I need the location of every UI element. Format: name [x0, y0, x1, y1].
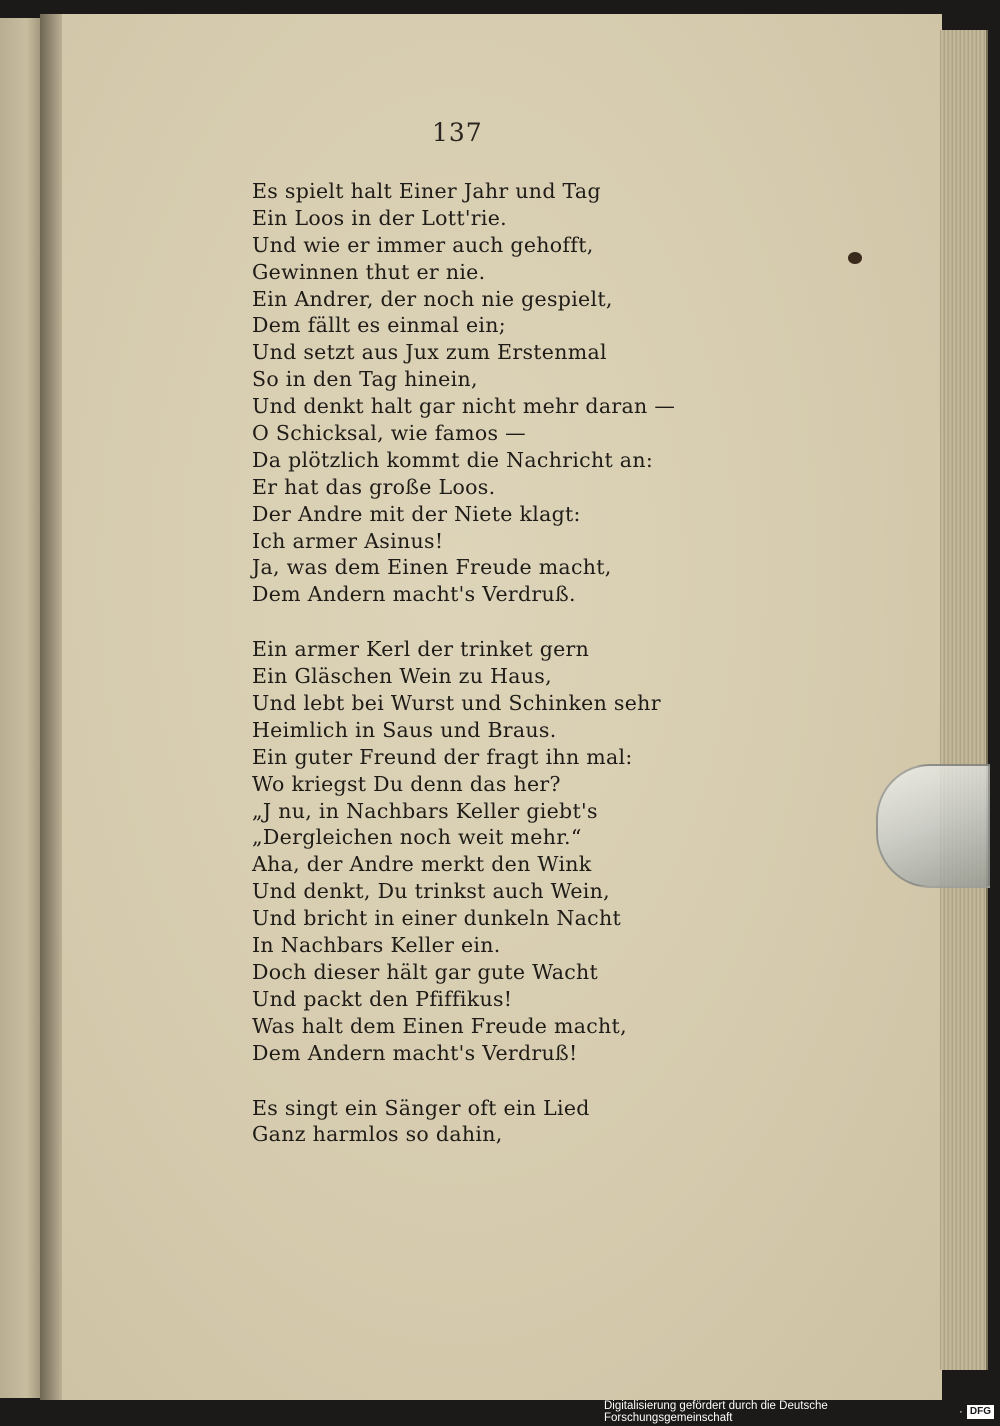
digitization-credit	[604, 1400, 994, 1424]
poem-line: Und denkt halt gar nicht mehr daran —	[252, 394, 676, 419]
poem-line: Wo kriegst Du denn das her?	[252, 771, 561, 796]
stanza-1	[252, 178, 722, 608]
poem-line: Ein armer Kerl der trinket gern	[252, 637, 590, 662]
poem-line: „J nu, in Nachbars Keller giebt's	[252, 798, 598, 823]
poem-line: In Nachbars Keller ein.	[252, 933, 501, 958]
poem-line: Gewinnen thut er nie.	[252, 259, 486, 284]
poem-line: Aha, der Andre merkt den Wink	[252, 852, 592, 877]
poem-line: Und lebt bei Wurst und Schinken sehr	[252, 691, 661, 716]
poem-line: Es singt ein Sänger oft ein Lied	[252, 1095, 590, 1120]
page-holder-clip	[876, 764, 990, 888]
dfg-logo-icon: DFG	[967, 1405, 994, 1419]
poem-line: Er hat das große Loos.	[252, 474, 496, 499]
poem-line: Und bricht in einer dunkeln Nacht	[252, 906, 621, 931]
poem-text	[252, 178, 722, 1148]
poem-line: Was halt dem Einen Freude macht,	[252, 1013, 627, 1038]
poem-line: Ganz harmlos so dahin,	[252, 1122, 503, 1147]
poem-line: Ich armer Asinus!	[252, 528, 444, 553]
poem-line: Es spielt halt Einer Jahr und Tag	[252, 179, 601, 203]
poem-line: Und packt den Pfiffikus!	[252, 986, 513, 1011]
poem-line: „Dergleichen noch weit mehr.“	[252, 825, 582, 850]
stanza-gap	[252, 608, 722, 636]
stanza-3	[252, 1095, 722, 1149]
ink-blot	[848, 252, 862, 264]
left-page-edge	[0, 18, 44, 1398]
credit-text: Digitalisierung gefördert durch die Deutsche Forschungsgemeinschaft	[604, 1400, 828, 1424]
stanza-gap	[252, 1067, 722, 1095]
poem-line: So in den Tag hinein,	[252, 367, 478, 392]
poem-line: Da plötzlich kommt die Nachricht an:	[252, 447, 654, 472]
page-block-edge	[940, 30, 988, 1370]
poem-line: Der Andre mit der Niete klagt:	[252, 501, 581, 526]
poem-line: Ein Gläschen Wein zu Haus,	[252, 664, 552, 689]
poem-line: Dem Andern macht's Verdruß!	[252, 1040, 578, 1065]
poem-line: Ein Andrer, der noch nie gespielt,	[252, 286, 613, 311]
poem-line: Ja, was dem Einen Freude macht,	[252, 555, 612, 580]
stanza-2	[252, 636, 722, 1066]
poem-line: Und setzt aus Jux zum Erstenmal	[252, 340, 607, 365]
poem-line: Doch dieser hält gar gute Wacht	[252, 959, 599, 984]
poem-line: Ein guter Freund der fragt ihn mal:	[252, 744, 633, 769]
poem-line: O Schicksal, wie famos —	[252, 421, 526, 446]
poem-line: Dem Andern macht's Verdruß.	[252, 582, 576, 607]
poem-line: Und wie er immer auch gehofft,	[252, 232, 594, 257]
poem-line: Dem fällt es einmal ein;	[252, 313, 506, 338]
bullet-separator: ·	[959, 1406, 963, 1418]
poem-line: Und denkt, Du trinkst auch Wein,	[252, 879, 610, 904]
page-number: 137	[432, 118, 483, 147]
poem-line: Heimlich in Saus und Braus.	[252, 717, 557, 742]
poem-line: Ein Loos in der Lott'rie.	[252, 205, 507, 230]
